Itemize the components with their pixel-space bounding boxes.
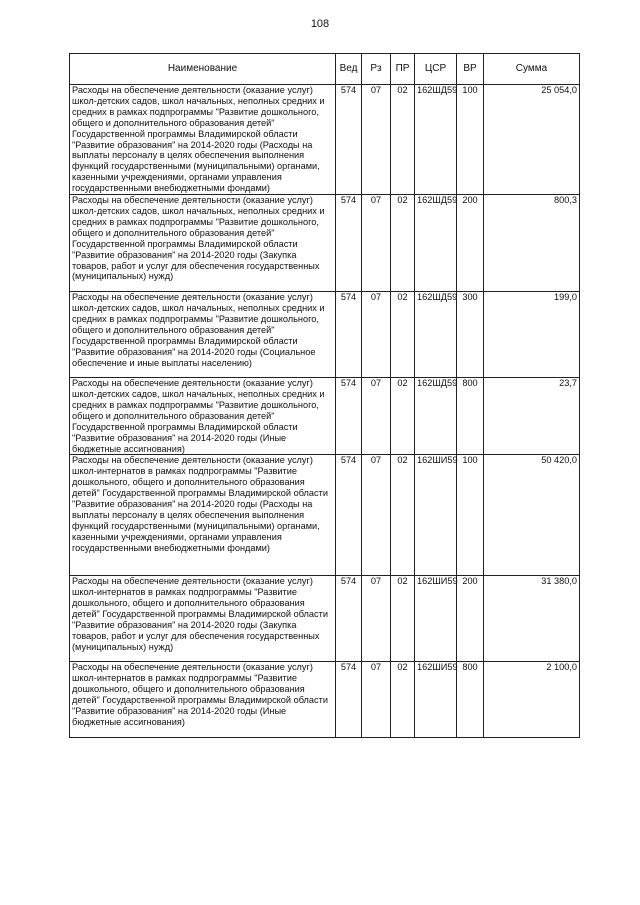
row-ved: 574 <box>336 378 362 455</box>
row-sum: 2 100,0 <box>484 662 580 738</box>
row-name: Расходы на обеспечение деятельности (оказание услуг) школ-интернатов в рамках подпрограммы "Развитие дошкольного, общего и дополнительного образования детей" Государственной программы Владимирской области "Развитие образования" на 2014-2020 годы (Расходы на выплаты персоналу в целях обеспечения выполнения функций государственными (муниципальными) органами, казенными учреждениями, органами управления государственными внебюджетными фондами) <box>70 455 336 576</box>
table-row <box>70 292 580 378</box>
header-pr: ПР <box>391 54 415 85</box>
row-ved: 574 <box>336 455 362 576</box>
header-rz: Рз <box>362 54 391 85</box>
table-row <box>70 455 580 576</box>
row-pr: 02 <box>391 292 415 378</box>
row-sum: 25 054,0 <box>484 85 580 195</box>
table-row <box>70 378 580 455</box>
row-pr: 02 <box>391 378 415 455</box>
row-csr: 162ШИ59 <box>415 455 457 576</box>
row-ved: 574 <box>336 576 362 662</box>
row-vr: 200 <box>457 576 484 662</box>
row-ved: 574 <box>336 195 362 292</box>
row-vr: 100 <box>457 85 484 195</box>
row-pr: 02 <box>391 195 415 292</box>
row-rz: 07 <box>362 576 391 662</box>
row-vr: 300 <box>457 292 484 378</box>
header-vr: ВР <box>457 54 484 85</box>
row-rz: 07 <box>362 378 391 455</box>
row-name: Расходы на обеспечение деятельности (оказание услуг) школ-детских садов, школ начальных, неполных средних и средних в рамках подпрограммы "Развитие дошкольного, общего и дополнительного образования детей" Государственной программы Владимирской области "Развитие образования" на 2014-2020 годы (Расходы на выплаты персоналу в целях обеспечения выполнения функций государственными (муниципальными) органами, казенными учреждениями, органами управления государственными внебюджетными фондами) <box>70 85 336 195</box>
row-name: Расходы на обеспечение деятельности (оказание услуг) школ-интернатов в рамках подпрограммы "Развитие дошкольного, общего и дополнительного образования детей" Государственной программы Владимирской области "Развитие образования" на 2014-2020 годы (Иные бюджетные ассигнования) <box>70 662 336 738</box>
header-sum: Сумма <box>484 54 580 85</box>
row-vr: 200 <box>457 195 484 292</box>
page-number: 108 <box>310 18 330 30</box>
row-ved: 574 <box>336 292 362 378</box>
row-pr: 02 <box>391 576 415 662</box>
row-sum: 31 380,0 <box>484 576 580 662</box>
row-sum: 800,3 <box>484 195 580 292</box>
row-sum: 50 420,0 <box>484 455 580 576</box>
table-row <box>70 662 580 738</box>
row-ved: 574 <box>336 662 362 738</box>
row-pr: 02 <box>391 662 415 738</box>
row-sum: 199,0 <box>484 292 580 378</box>
table-header-row <box>70 54 580 85</box>
row-vr: 100 <box>457 455 484 576</box>
row-vr: 800 <box>457 378 484 455</box>
row-sum: 23,7 <box>484 378 580 455</box>
row-name: Расходы на обеспечение деятельности (оказание услуг) школ-интернатов в рамках подпрограммы "Развитие дошкольного, общего и дополнительного образования детей" Государственной программы Владимирской области "Развитие образования" на 2014-2020 годы (Закупка товаров, работ и услуг для обеспечения государственных (муниципальных) нужд) <box>70 576 336 662</box>
table-row <box>70 85 580 195</box>
row-csr: 162ШД59 <box>415 195 457 292</box>
header-ved: Вед <box>336 54 362 85</box>
row-csr: 162ШИ59 <box>415 576 457 662</box>
row-csr: 162ШД59 <box>415 85 457 195</box>
row-vr: 800 <box>457 662 484 738</box>
row-csr: 162ШД59 <box>415 292 457 378</box>
row-rz: 07 <box>362 662 391 738</box>
row-pr: 02 <box>391 455 415 576</box>
row-rz: 07 <box>362 292 391 378</box>
row-pr: 02 <box>391 85 415 195</box>
budget-table <box>69 53 580 738</box>
header-name: Наименование <box>70 54 336 85</box>
row-rz: 07 <box>362 455 391 576</box>
row-ved: 574 <box>336 85 362 195</box>
row-name: Расходы на обеспечение деятельности (оказание услуг) школ-детских садов, школ начальных, неполных средних и средних в рамках подпрограммы "Развитие дошкольного, общего и дополнительного образования детей" Государственной программы Владимирской области "Развитие образования" на 2014-2020 годы (Социальное обеспечение и иные выплаты населению) <box>70 292 336 378</box>
table-row <box>70 576 580 662</box>
row-name: Расходы на обеспечение деятельности (оказание услуг) школ-детских садов, школ начальных, неполных средних и средних в рамках подпрограммы "Развитие дошкольного, общего и дополнительного образования детей" Государственной программы Владимирской области "Развитие образования" на 2014-2020 годы (Иные бюджетные ассигнования) <box>70 378 336 455</box>
row-csr: 162ШИ59 <box>415 662 457 738</box>
header-csr: ЦСР <box>415 54 457 85</box>
row-rz: 07 <box>362 195 391 292</box>
row-rz: 07 <box>362 85 391 195</box>
row-csr: 162ШД59 <box>415 378 457 455</box>
row-name: Расходы на обеспечение деятельности (оказание услуг) школ-детских садов, школ начальных, неполных средних и средних в рамках подпрограммы "Развитие дошкольного, общего и дополнительного образования детей" Государственной программы Владимирской области "Развитие образования" на 2014-2020 годы (Закупка товаров, работ и услуг для обеспечения государственных (муниципальных) нужд) <box>70 195 336 292</box>
table-row <box>70 195 580 292</box>
